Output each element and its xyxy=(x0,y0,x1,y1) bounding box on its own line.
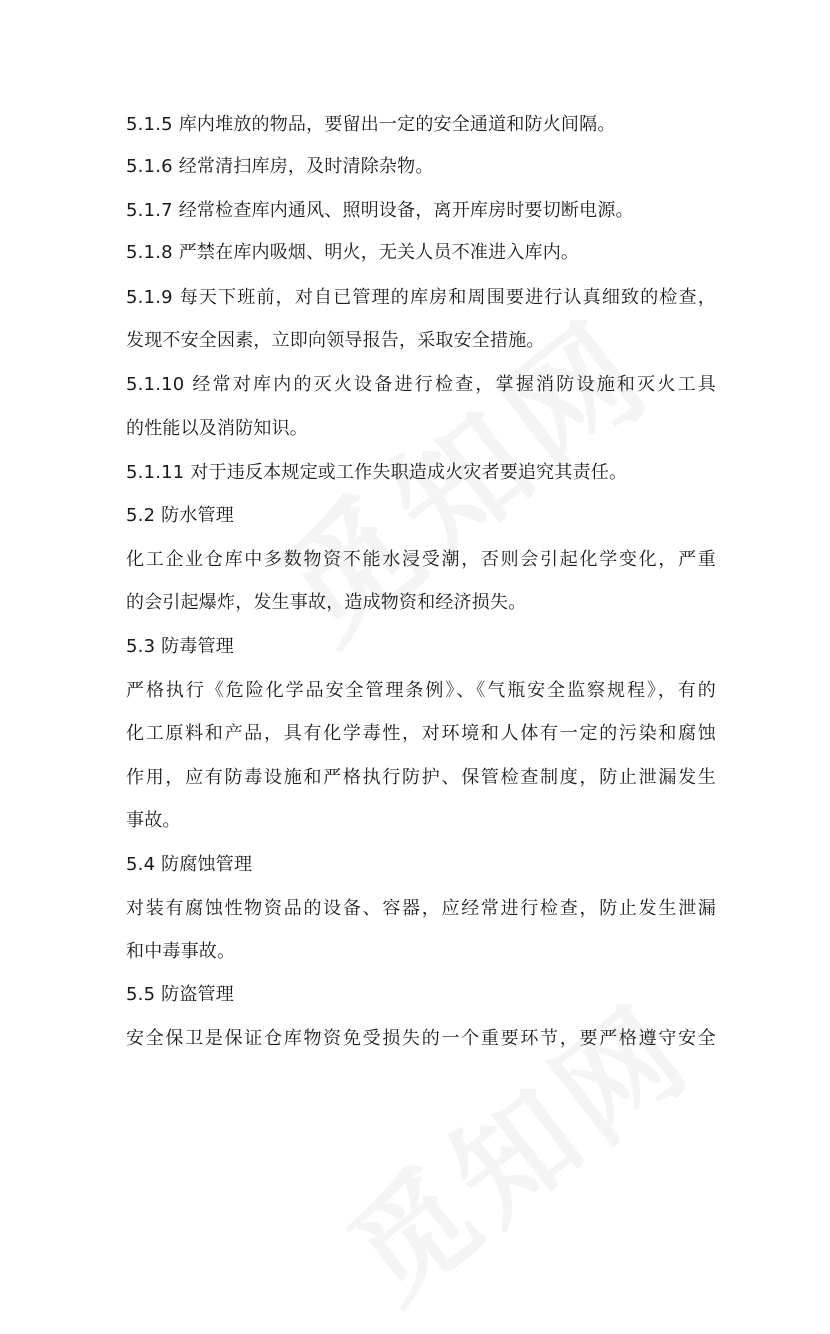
clause-5-1-7: 5.1.7 经常检查库内通风、照明设备，离开库房时要切断电源。 xyxy=(126,200,634,221)
clause-5-1-9-line-1: 5.1.9 每天下班前，对自已管理的库房和周围要进行认真细致的检查， xyxy=(126,287,716,308)
section-heading-5-2: 5.2 防水管理 xyxy=(126,505,234,526)
section-heading-5-4: 5.4 防腐蚀管理 xyxy=(126,854,253,875)
clause-5-1-9-line-2: 发现不安全因素，立即向领导报告，采取安全措施。 xyxy=(126,330,545,351)
section-5-3-body-line-1: 严格执行《危险化学品安全管理条例》、《气瓶安全监察规程》，有的 xyxy=(126,680,716,701)
watermark-logo-bottom xyxy=(308,958,721,1334)
clause-5-1-11: 5.1.11 对于违反本规定或工作失职造成火灾者要追究其责任。 xyxy=(126,462,628,483)
section-heading-5-5: 5.5 防盗管理 xyxy=(126,984,234,1005)
section-5-4-body-line-1: 对装有腐蚀性物资品的设备、容器，应经常进行检查，防止发生泄漏 xyxy=(126,898,716,919)
section-5-2-body-line-2: 的会引起爆炸，发生事故，造成物资和经济损失。 xyxy=(126,592,527,613)
clause-5-1-5: 5.1.5 库内堆放的物品，要留出一定的安全通道和防火间隔。 xyxy=(126,114,616,135)
section-5-3-body-line-4: 事故。 xyxy=(126,810,181,831)
section-5-4-body-line-2: 和中毒事故。 xyxy=(126,941,236,962)
section-heading-5-3: 5.3 防毒管理 xyxy=(126,636,234,657)
clause-5-1-10-line-1: 5.1.10 经常对库内的灭火设备进行检查，掌握消防设施和灭火工具 xyxy=(126,374,716,395)
clause-5-1-10-line-2: 的性能以及消防知识。 xyxy=(126,418,308,439)
section-5-2-body-line-1: 化工企业仓库中多数物资不能水浸受潮，否则会引起化学变化，严重 xyxy=(126,549,716,570)
clause-5-1-8: 5.1.8 严禁在库内吸烟、明火，无关人员不准进入库内。 xyxy=(126,242,580,263)
section-5-3-body-line-3: 作用，应有防毒设施和严格执行防护、保管检查制度，防止泄漏发生 xyxy=(126,767,716,788)
section-5-5-body-line-1: 安全保卫是保证仓库物资免受损失的一个重要环节，要严格遵守安全 xyxy=(126,1028,716,1049)
clause-5-1-6: 5.1.6 经常清扫库房，及时清除杂物。 xyxy=(126,156,434,177)
section-5-3-body-line-2: 化工原料和产品，具有化学毒性，对环境和人体有一定的污染和腐蚀 xyxy=(126,723,716,744)
